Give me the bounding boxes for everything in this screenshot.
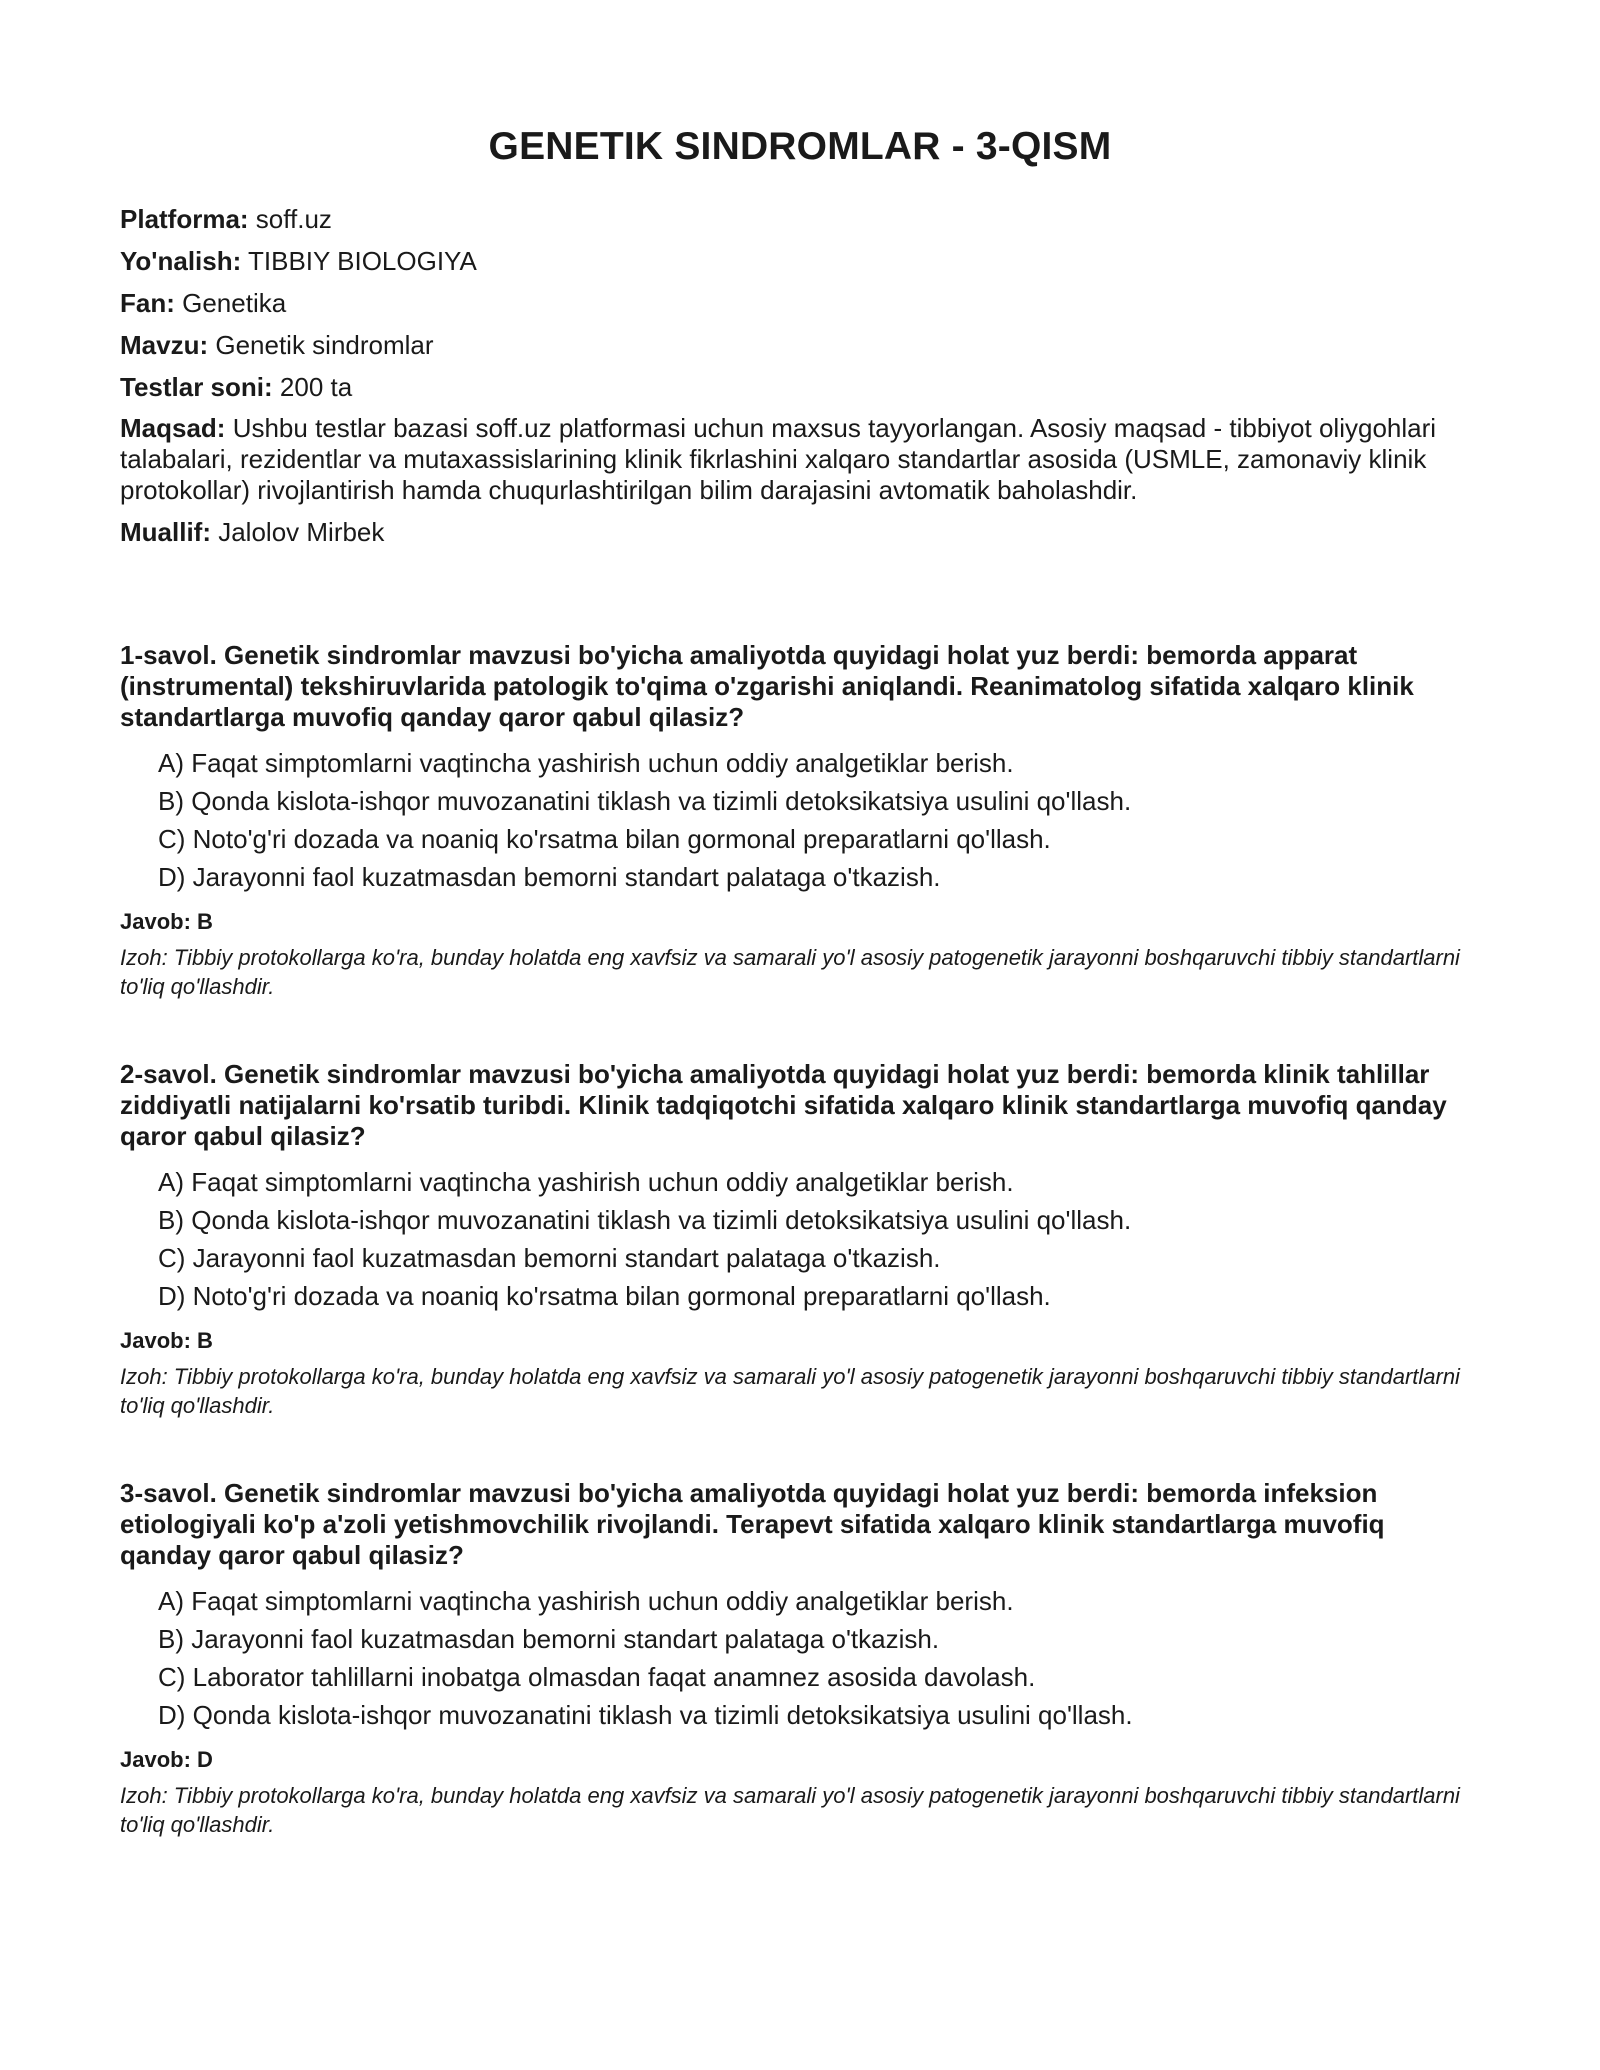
answer-explanation: Izoh: Tibbiy protokollarga ko'ra, bunday holatda eng xavfsiz va samarali yo'l asosiy patogenetik jarayonni boshqaruvchi tibbiy standartlarni to'liq qo'llashdir. [120,1364,1460,1418]
answer-option-d: D) Jarayonni faol kuzatmasdan bemorni standart palataga o'tkazish. [158,862,941,892]
meta-value: soff.uz [248,204,332,234]
answer-option-d: D) Noto'g'ri dozada va noaniq ko'rsatma bilan gormonal preparatlarni qo'llash. [158,1281,1051,1311]
meta-value: Genetika [174,288,287,318]
meta-author [120,516,1480,548]
document-metadata [120,203,1480,548]
question-text: 3-savol. Genetik sindromlar mavzusi bo'yicha amaliyotda quyidagi holat yuz berdi: bemorda infeksion etiologiyali ko'p a'zoli yetishmovchilik rivojlandi. Terapevt sifatida xalqaro klinik standartlarga muvofiq qanday qaror qabul qilasiz? [120,1478,1385,1570]
answer-explanation: Izoh: Tibbiy protokollarga ko'ra, bunday holatda eng xavfsiz va samarali yo'l asosiy patogenetik jarayonni boshqaruvchi tibbiy standartlarni to'liq qo'llashdir. [120,945,1460,999]
answer-option-b: B) Qonda kislota-ishqor muvozanatini tiklash va tizimli detoksikatsiya usulini qo'llash. [158,786,1132,816]
question-list [120,640,1480,1839]
question-text: 2-savol. Genetik sindromlar mavzusi bo'yicha amaliyotda quyidagi holat yuz berdi: bemorda klinik tahlillar ziddiyatli natijalarni ko'rsatib turibdi. Klinik tadqiqotchi sifatida xalqaro klinik standartlarga muvofiq qanday qaror qabul qilasiz? [120,1059,1447,1151]
meta-value: 200 ta [272,372,353,402]
meta-subject [120,287,1480,319]
meta-label: Muallif: [120,517,211,547]
meta-value: TIBBIY BIOLOGIYA [241,246,477,276]
meta-test-count [120,371,1480,403]
question-text: 1-savol. Genetik sindromlar mavzusi bo'yicha amaliyotda quyidagi holat yuz berdi: bemorda apparat (instrumental) tekshiruvlarida patologik to'qima o'zgarishi aniqlandi. Reanimatolog sifatida xalqaro klinik standartlarga muvofiq qanday qaror qabul qilasiz? [120,640,1414,732]
document-page [120,125,1480,1897]
meta-topic [120,329,1480,361]
answer-option-a: A) Faqat simptomlarni vaqtincha yashirish uchun oddiy analgetiklar berish. [158,1167,1014,1197]
meta-label: Testlar soni: [120,372,273,402]
question-item [120,1059,1480,1420]
meta-label: Maqsad: [120,413,226,443]
meta-purpose [120,413,1480,506]
answer-option-b: B) Jarayonni faol kuzatmasdan bemorni standart palataga o'tkazish. [158,1624,940,1654]
correct-answer: Javob: B [120,909,213,934]
meta-label: Yo'nalish: [120,246,242,276]
answer-option-d: D) Qonda kislota-ishqor muvozanatini tiklash va tizimli detoksikatsiya usulini qo'llash. [158,1700,1133,1730]
answer-option-b: B) Qonda kislota-ishqor muvozanatini tiklash va tizimli detoksikatsiya usulini qo'llash. [158,1205,1132,1235]
question-item [120,1478,1480,1839]
question-item [120,640,1480,1001]
document-title: GENETIK SINDROMLAR - 3-QISM [488,125,1112,168]
meta-label: Mavzu: [120,330,209,360]
answer-explanation: Izoh: Tibbiy protokollarga ko'ra, bunday holatda eng xavfsiz va samarali yo'l asosiy patogenetik jarayonni boshqaruvchi tibbiy standartlarni to'liq qo'llashdir. [120,1783,1460,1837]
answer-option-a: A) Faqat simptomlarni vaqtincha yashirish uchun oddiy analgetiklar berish. [158,1586,1014,1616]
meta-label: Fan: [120,288,175,318]
meta-direction [120,245,1480,277]
meta-label: Platforma: [120,204,249,234]
answer-option-c: C) Jarayonni faol kuzatmasdan bemorni standart palataga o'tkazish. [158,1243,941,1273]
meta-value: Ushbu testlar bazasi soff.uz platformasi uchun maxsus tayyorlangan. Asosiy maqsad - tibbiyot oliygohlari talabalari, rezidentlar va mutaxassislarining klinik fikrlashini xalqaro standartlar asosida (USMLE, zamonaviy klinik protokollar) rivojlantirish hamda chuqurlashtirilgan bilim darajasini avtomatik baholashdir. [120,413,1437,505]
correct-answer: Javob: D [120,1747,213,1772]
meta-value: Genetik sindromlar [208,330,434,360]
meta-value: Jalolov Mirbek [211,517,385,547]
answer-option-a: A) Faqat simptomlarni vaqtincha yashirish uchun oddiy analgetiklar berish. [158,748,1014,778]
correct-answer: Javob: B [120,1328,213,1353]
meta-platform [120,203,1480,235]
answer-option-c: C) Noto'g'ri dozada va noaniq ko'rsatma bilan gormonal preparatlarni qo'llash. [158,824,1051,854]
answer-option-c: C) Laborator tahlillarni inobatga olmasdan faqat anamnez asosida davolash. [158,1662,1036,1692]
